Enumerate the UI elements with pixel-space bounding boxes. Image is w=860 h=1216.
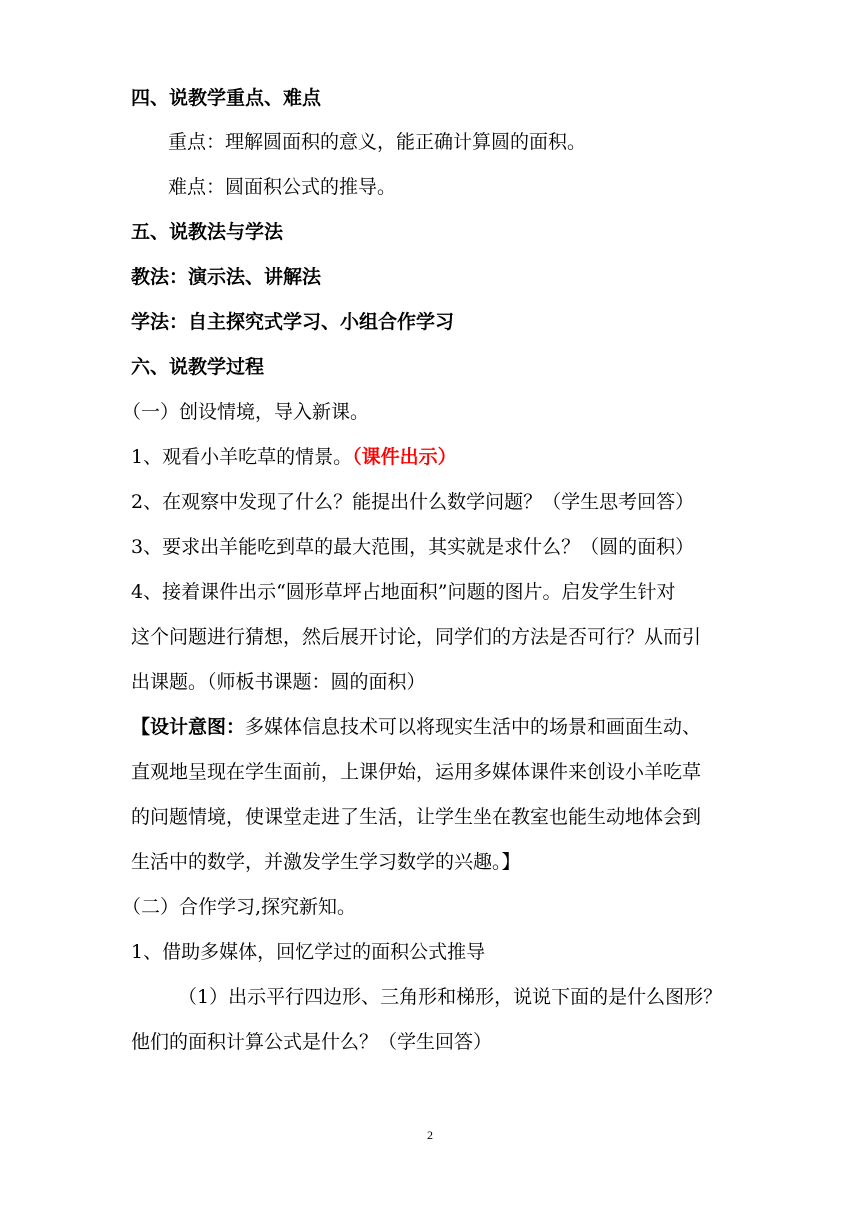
part-1-item-1: [131, 445, 731, 469]
section-6-title: 六、说教学过程: [131, 356, 265, 378]
part-2-heading: （二）合作学习,探究新知。: [122, 896, 357, 918]
design-intent-line-1: [131, 715, 731, 739]
design-intent-line-2: 直观地呈现在学生面前，上课伊始，运用多媒体课件来创设小羊吃草: [131, 761, 702, 783]
learning-method: 学法：自主探究式学习、小组合作学习: [131, 311, 455, 333]
design-intent-line-3: 的问题情境，使课堂走进了生活，让学生坐在教室也能生动地体会到: [131, 806, 702, 828]
part-1-item-4-line-2: 这个问题进行猜想，然后展开讨论，同学们的方法是否可行？从而引: [131, 626, 702, 648]
part-1-item-4-line-3: 出课题。（师板书课题：圆的面积）: [131, 671, 426, 693]
design-intent-text: 多媒体信息技术可以将现实生活中的场景和画面生动、: [245, 716, 702, 738]
design-intent-line-4: 生活中的数学，并激发学生学习数学的兴趣。】: [131, 851, 521, 873]
part-1-heading: （一）创设情境，导入新课。: [122, 401, 370, 423]
part-2-sub-1-line-1: （1）出示平行四边形、三角形和梯形，说说下面的是什么图形？: [178, 986, 723, 1008]
section-5-title: 五、说教法与学法: [131, 221, 284, 243]
part-2-item-1: 1、借助多媒体，回忆学过的面积公式推导: [131, 941, 486, 963]
design-intent-label: 【设计意图：: [131, 716, 246, 738]
teaching-method: 教法：演示法、讲解法: [131, 266, 322, 288]
part-1-item-3: 3、要求出羊能吃到草的最大范围，其实就是求什么？（圆的面积）: [131, 536, 695, 558]
part-1-item-2: 2、在观察中发现了什么？能提出什么数学问题？（学生思考回答）: [131, 491, 695, 513]
part-2-sub-1-line-2: 他们的面积计算公式是什么？（学生回答）: [131, 1031, 493, 1053]
part-1-item-4-line-1: 4、接着课件出示“圆形草坪占地面积”问题的图片。启发学生针对: [131, 581, 676, 603]
key-point: 重点：理解圆面积的意义，能正确计算圆的面积。: [168, 131, 587, 153]
section-4-title: 四、说教学重点、难点: [131, 87, 322, 109]
item-1-text: 1、观看小羊吃草的情景。: [131, 446, 353, 468]
page-number: 2: [427, 1128, 433, 1142]
difficulty-point: 难点：圆面积公式的推导。: [168, 176, 397, 198]
courseware-note: （课件出示）: [352, 446, 457, 468]
